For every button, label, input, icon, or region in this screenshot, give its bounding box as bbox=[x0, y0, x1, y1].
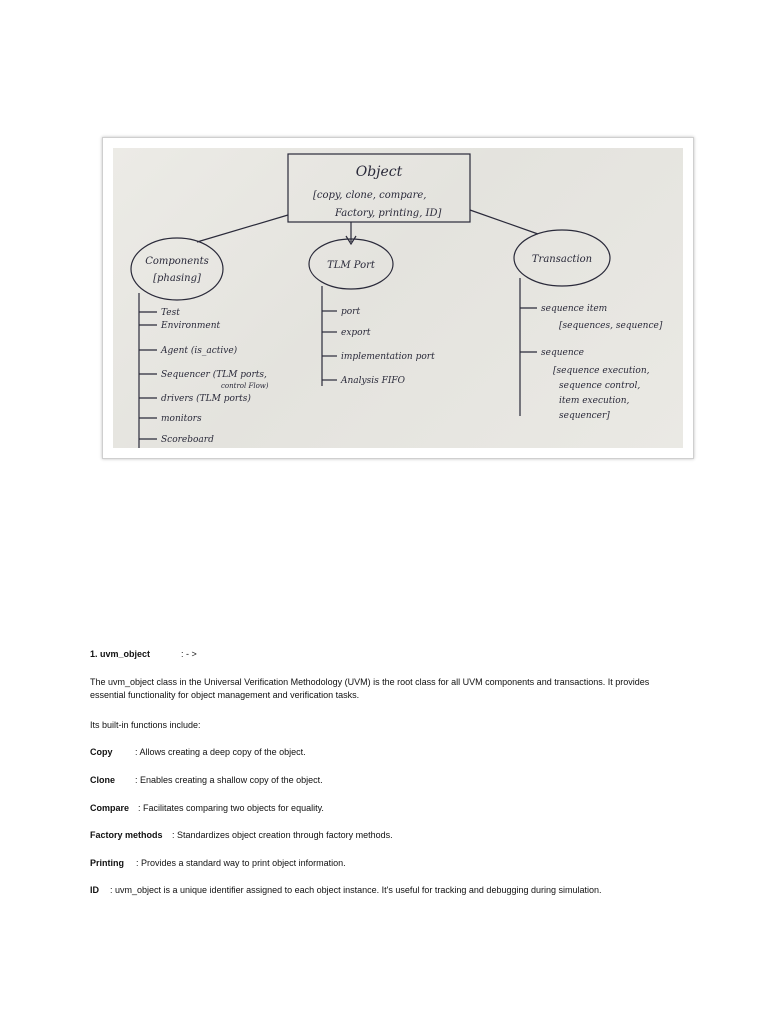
transaction-item-sequence-detail-2: sequence control, bbox=[559, 381, 641, 391]
function-clone bbox=[90, 774, 323, 787]
function-desc: : Provides a standard way to print object information. bbox=[136, 858, 346, 868]
components-subtitle: [phasing] bbox=[153, 273, 201, 284]
transaction-item-sequence-detail-4: sequencer] bbox=[559, 411, 610, 421]
handwritten-diagram-photo bbox=[113, 148, 683, 448]
component-item-sequencer: Sequencer (TLM ports, bbox=[161, 370, 267, 380]
intro-paragraph: The uvm_object class in the Universal Verification Methodology (UVM) is the root class for all UVM components and transactions. It provides essential functionality for object management and verification tasks. bbox=[90, 677, 650, 700]
tlm-item-export: export bbox=[341, 328, 371, 338]
function-factory-methods bbox=[90, 829, 393, 842]
components-ellipse bbox=[131, 238, 223, 300]
function-term: ID bbox=[90, 885, 99, 895]
section-heading: 1. uvm_object bbox=[90, 649, 151, 659]
function-desc: : Standardizes object creation through factory methods. bbox=[172, 830, 393, 840]
transaction-item-sequence-detail-3: item execution, bbox=[559, 396, 630, 406]
object-line1: [copy, clone, compare, bbox=[313, 190, 427, 201]
connector-transaction bbox=[470, 210, 538, 234]
transaction-item-sequence-item-detail: [sequences, sequence] bbox=[559, 321, 663, 331]
component-item-environment: Environment bbox=[161, 321, 221, 331]
function-desc: : Enables creating a shallow copy of the object. bbox=[135, 775, 323, 785]
component-item-test: Test bbox=[161, 308, 180, 318]
function-desc: : uvm_object is a unique identifier assigned to each object instance. It's useful for tracking and debugging during simulation. bbox=[110, 885, 602, 895]
function-compare bbox=[90, 802, 324, 815]
components-title: Components bbox=[145, 256, 209, 267]
builtin-functions-intro: Its built-in functions include: bbox=[90, 720, 201, 730]
function-printing bbox=[90, 857, 346, 870]
uvm-class-hierarchy-diagram bbox=[113, 148, 683, 448]
function-term: Factory methods bbox=[90, 830, 163, 840]
component-item-sequencer-cont: control Flow) bbox=[221, 382, 269, 390]
transaction-title: Transaction bbox=[531, 254, 593, 265]
transaction-item-sequence: sequence bbox=[541, 348, 584, 358]
component-item-agent: Agent (is_active) bbox=[161, 346, 238, 356]
function-desc: : Allows creating a deep copy of the object. bbox=[135, 747, 306, 757]
object-title: Object bbox=[355, 164, 403, 180]
function-copy bbox=[90, 746, 306, 759]
function-id bbox=[90, 884, 602, 897]
function-desc: : Facilitates comparing two objects for equality. bbox=[138, 803, 324, 813]
tlm-item-analysis-fifo: Analysis FIFO bbox=[341, 376, 406, 386]
component-item-monitors: monitors bbox=[161, 414, 202, 424]
component-item-scoreboard: Scoreboard bbox=[161, 435, 214, 445]
function-term: Printing bbox=[90, 858, 124, 868]
transaction-item-sequence-item: sequence item bbox=[541, 304, 608, 314]
diagram-photo-frame bbox=[102, 137, 694, 459]
component-item-drivers: drivers (TLM ports) bbox=[161, 394, 251, 404]
tlm-item-implementation-port: implementation port bbox=[341, 352, 435, 362]
function-term: Copy bbox=[90, 747, 113, 757]
connector-components bbox=[197, 215, 288, 242]
tlm-port-title: TLM Port bbox=[327, 260, 375, 271]
function-term: Clone bbox=[90, 775, 116, 785]
tlm-item-port: port bbox=[341, 307, 361, 317]
function-term: Compare bbox=[90, 803, 130, 813]
transaction-item-sequence-detail-1: [sequence execution, bbox=[553, 366, 650, 376]
section-heading-arrow: : - > bbox=[181, 649, 197, 659]
object-line2: Factory, printing, ID] bbox=[335, 208, 442, 219]
